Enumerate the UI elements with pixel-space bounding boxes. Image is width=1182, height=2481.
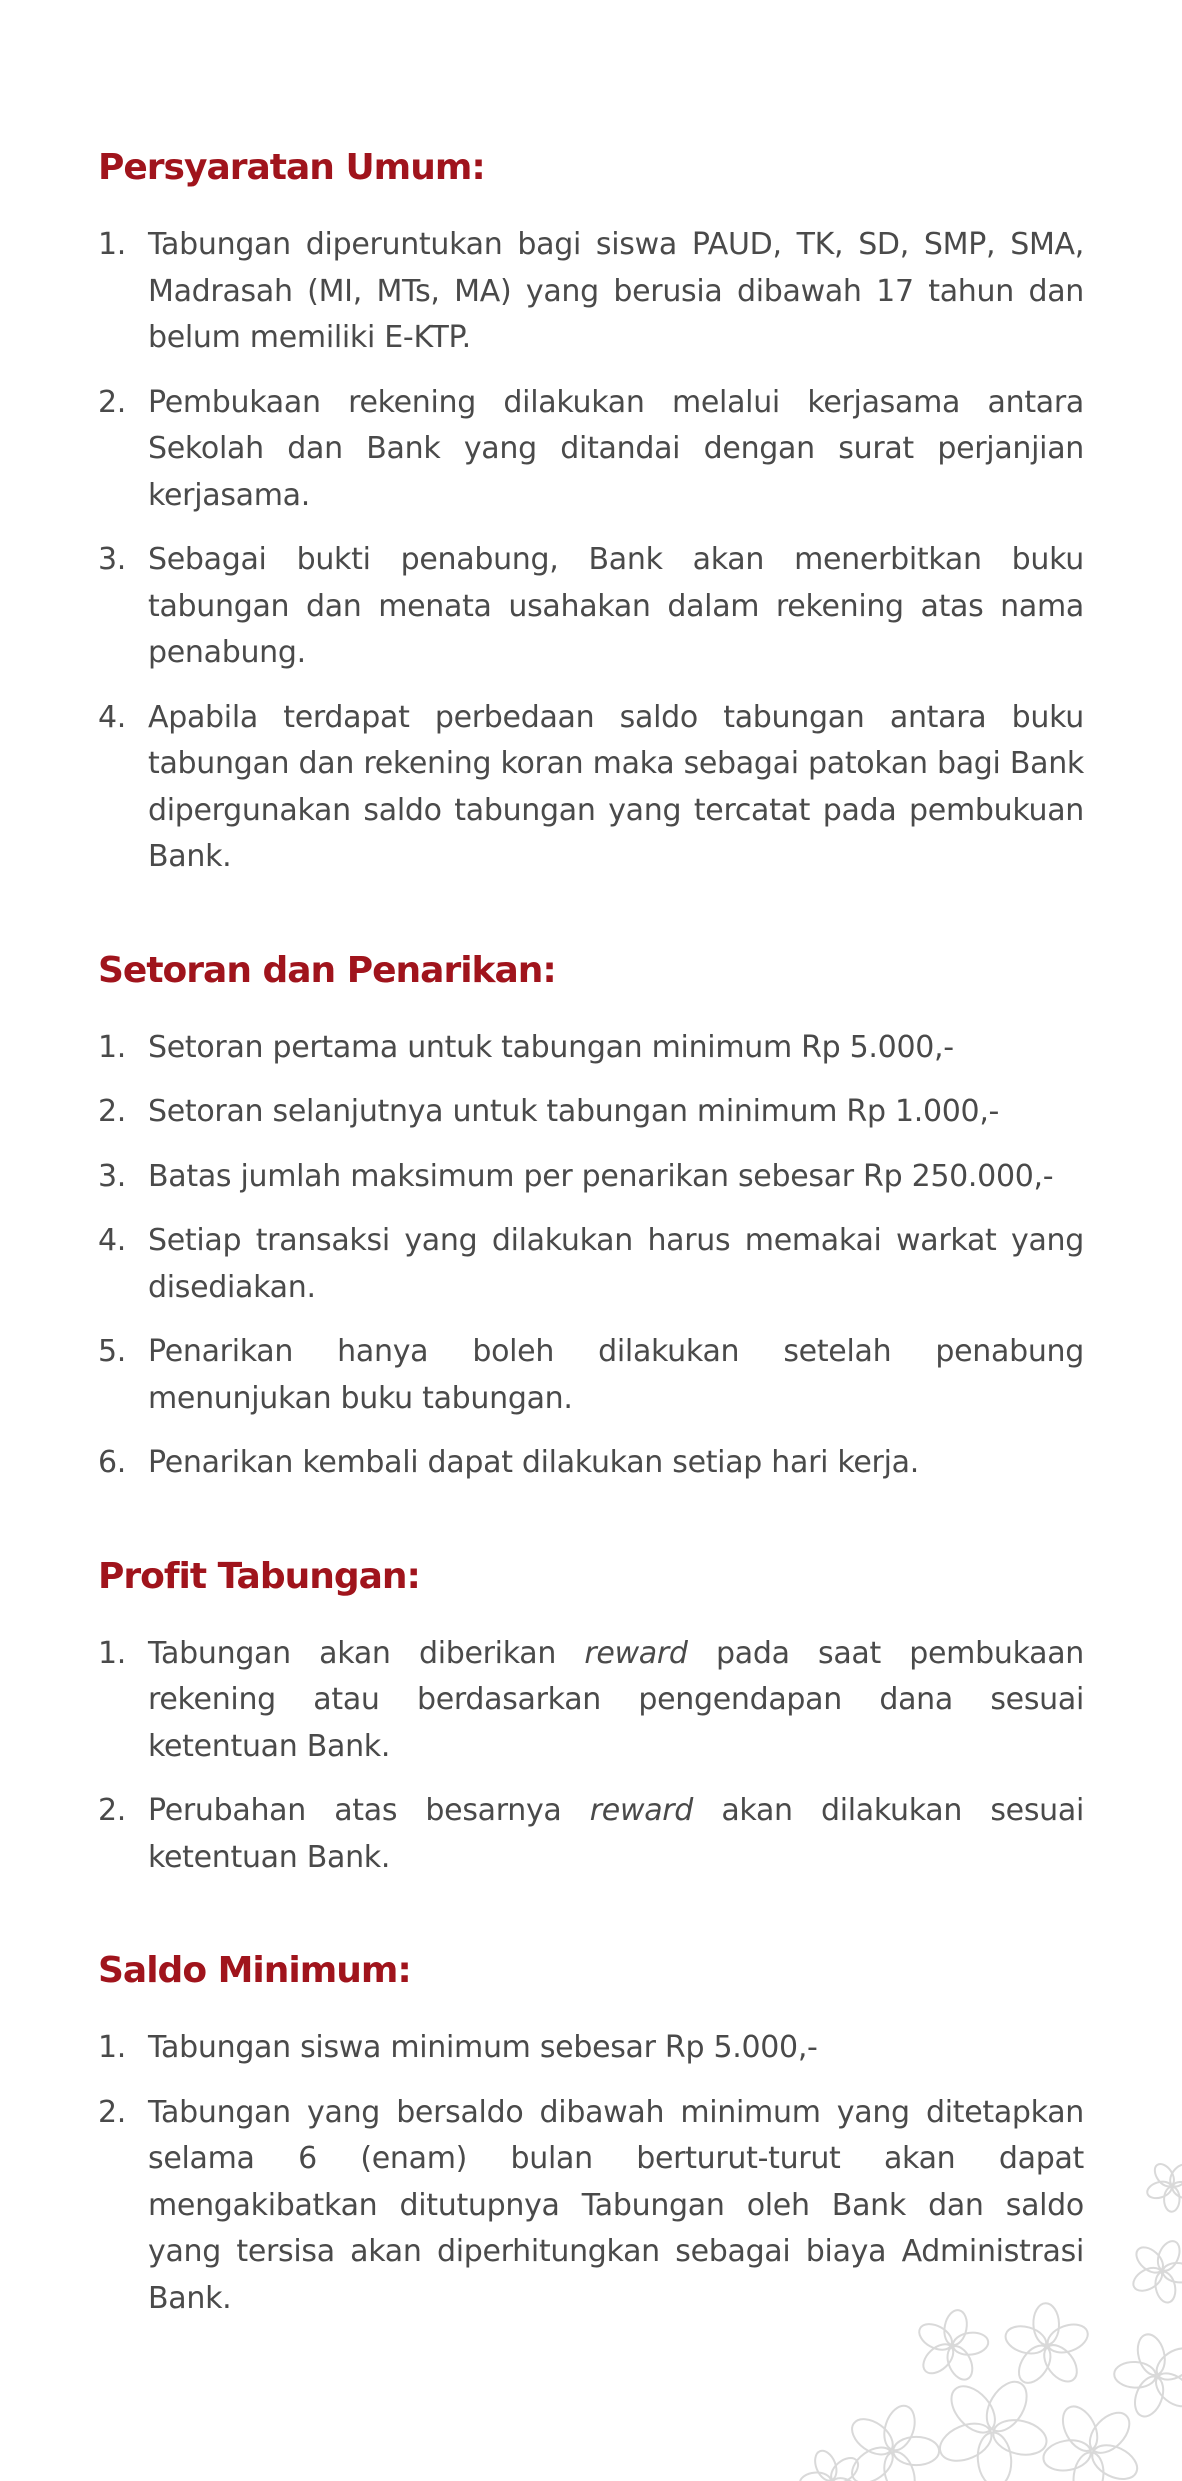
terms-content xyxy=(98,140,1084,2384)
list-item-text: pada saat pembukaan rekening atau berdasarkan pengendapan dana sesuai ketentuan Bank. xyxy=(148,1635,1084,1764)
petal-outline xyxy=(1153,2270,1178,2305)
section-title: Persyaratan Umum: xyxy=(98,147,485,188)
flower-outline xyxy=(934,2375,1050,2481)
list-item-number: 4. xyxy=(98,1223,127,1258)
petal-outline xyxy=(1012,2340,1056,2389)
list-item-number: 1. xyxy=(98,1635,127,1671)
list-item-number: 2. xyxy=(98,1094,127,1129)
list-item-text: Penarikan kembali dapat dilakukan setiap hari kerja. xyxy=(148,1445,919,1480)
petal-outline xyxy=(990,2415,1050,2459)
list-item-text: Pembukaan rekening dilakukan melalui kerjasama antara Sekolah dan Bank yang ditandai dengan surat perjanjian kerjasama. xyxy=(148,384,1084,513)
flower-outline xyxy=(915,2308,990,2383)
list-item xyxy=(98,2025,1084,2072)
list-item xyxy=(98,1631,1084,1771)
floral-pattern-icon xyxy=(762,2101,1182,2481)
list-item-text: Setoran selanjutnya untuk tabungan minimum Rp 1.000,- xyxy=(148,1094,1000,1129)
flower-outline xyxy=(846,2402,940,2481)
section-title: Setoran dan Penarikan: xyxy=(98,949,556,991)
list-item-number: 1. xyxy=(98,227,127,262)
list-item-number: 4. xyxy=(98,699,127,735)
flower-outline xyxy=(1002,2303,1091,2389)
list-item xyxy=(98,1440,1084,1487)
list-item xyxy=(98,1089,1084,1136)
section-1 xyxy=(98,943,1084,1487)
petal-outline xyxy=(979,2375,1035,2438)
list-item xyxy=(98,1788,1084,1881)
list-item-text: Tabungan akan diberikan xyxy=(148,1635,585,1671)
list-item-text: Perubahan atas besarnya xyxy=(148,1793,590,1828)
petal-outline xyxy=(1041,2437,1093,2474)
list-item-number: 2. xyxy=(98,384,127,420)
list-item xyxy=(98,222,1084,362)
list-item-text: Tabungan yang bersaldo dibawah minimum yang ditetapkan selama 6 (enam) bulan berturut-turut akan dapat mengakibatkan ditutupnya Tabungan oleh Bank dan saldo yang tersisa akan diperhitungkan sebagai biaya Administrasi Bank. xyxy=(148,2094,1084,2316)
section-title: Profit Tabungan: xyxy=(98,1555,420,1597)
section-title: Saldo Minimum: xyxy=(98,1950,411,1991)
list-item-text: Setoran pertama untuk tabungan minimum Rp 5.000,- xyxy=(148,1029,954,1065)
list-item-number: 6. xyxy=(98,1445,127,1480)
list-item-text: Apabila terdapat perbedaan saldo tabungan antara buku tabungan dan rekening koran maka sebagai patokan bagi Bank dipergunakan saldo tabungan yang tercatat pada pembukuan Bank. xyxy=(148,699,1084,874)
list-item-number: 3. xyxy=(98,542,127,577)
list-item-text: Tabungan diperuntukan bagi siswa PAUD, TK, SD, SMP, SMA, Madrasah (MI, MTs, MA) yang berusia dibawah 17 tahun dan belum memiliki E-KTP. xyxy=(148,227,1084,355)
list-item-number: 2. xyxy=(98,2094,127,2130)
list-item-number: 1. xyxy=(98,2030,127,2065)
flower-outline xyxy=(1145,2161,1182,2212)
petal-outline xyxy=(942,2308,970,2347)
flower-outline xyxy=(1129,2238,1182,2305)
list-item-number: 3. xyxy=(98,1158,127,1194)
petal-outline xyxy=(1134,2331,1169,2378)
list-item xyxy=(98,1025,1084,1072)
list-item-text: Setiap transaksi yang dilakukan harus memakai warkat yang disediakan. xyxy=(148,1223,1084,1305)
section-2 xyxy=(98,1549,1084,1882)
terms-list xyxy=(98,1025,1084,1487)
flower-outline xyxy=(1114,2331,1182,2420)
petal-outline xyxy=(1002,2322,1049,2358)
petal-outline xyxy=(879,2402,920,2454)
petal-outline xyxy=(828,2473,865,2481)
list-item xyxy=(98,1329,1084,1422)
list-item xyxy=(98,1218,1084,1311)
petal-outline xyxy=(1044,2319,1092,2357)
list-item-number: 2. xyxy=(98,1793,127,1828)
petal-outline xyxy=(1071,2450,1107,2481)
list-item-text: Tabungan siswa minimum sebesar Rp 5.000,- xyxy=(148,2030,818,2065)
list-item-emphasis: reward xyxy=(584,1635,688,1671)
list-item-text: Sebagai bukti penabung, Bank akan menerbitkan buku tabungan dan menata usahakan dalam rekening atas nama penabung. xyxy=(148,542,1084,670)
list-item-text: akan dilakukan sesuai ketentuan Bank. xyxy=(148,1793,1084,1875)
list-item xyxy=(98,537,1084,677)
flower-outline xyxy=(1041,2401,1143,2481)
list-item-text: Batas jumlah maksimum per penarikan sebesar Rp 250.000,- xyxy=(148,1158,1054,1194)
list-item-emphasis: reward xyxy=(589,1793,694,1828)
list-item-number: 1. xyxy=(98,1029,127,1065)
list-item-number: 5. xyxy=(98,1334,127,1369)
list-item-text: Penarikan hanya boleh dilakukan setelah penabung menunjukan buku tabungan. xyxy=(148,1334,1084,1416)
list-item xyxy=(98,380,1084,520)
terms-list xyxy=(98,222,1084,881)
petal-outline xyxy=(893,2437,939,2465)
terms-list xyxy=(98,1631,1084,1882)
list-item xyxy=(98,1154,1084,1201)
list-item xyxy=(98,695,1084,881)
section-0 xyxy=(98,140,1084,881)
